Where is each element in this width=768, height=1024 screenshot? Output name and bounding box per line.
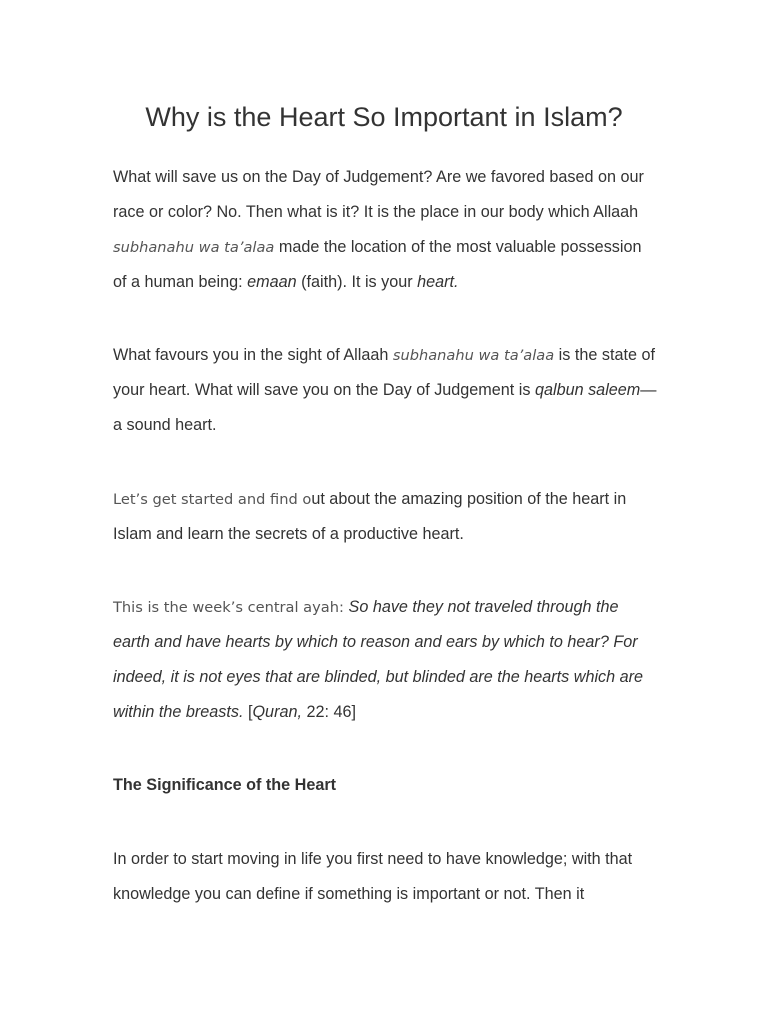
favours-text-1: What favours you in the sight of Allaah bbox=[113, 346, 393, 364]
paragraph-ayah bbox=[113, 590, 658, 730]
intro-text-2: made the location of the most valuable possession of a human being: bbox=[113, 238, 642, 291]
favours-text-2: is the state of your heart. What will save you on the Day of Judgement is bbox=[113, 346, 655, 399]
ayah-source: Quran, bbox=[252, 703, 302, 721]
paragraph-get-started bbox=[113, 482, 658, 552]
ayah-bracket: [ bbox=[243, 703, 253, 721]
page-title: Why is the Heart So Important in Islam? bbox=[145, 102, 623, 132]
intro-honorific: subhanahu wa ta’alaa bbox=[113, 239, 275, 256]
favours-text-3: — a sound heart. bbox=[113, 381, 657, 434]
ayah-reference: 22: 46] bbox=[301, 703, 356, 721]
intro-text-1: What will save us on the Day of Judgement? Are we favored based on our race or color? No. Then what is it? It is the place in our body which Allaah bbox=[113, 168, 644, 221]
section-heading bbox=[113, 768, 658, 803]
intro-term-emaan: emaan bbox=[247, 273, 297, 291]
section-heading-text: The Significance of the Heart bbox=[113, 776, 337, 794]
favours-honorific: subhanahu wa ta’alaa bbox=[392, 347, 555, 364]
ayah-intro: This is the week’s central ayah: bbox=[113, 599, 349, 616]
favours-term-qalbun: qalbun saleem bbox=[534, 381, 641, 399]
knowledge-text: In order to start moving in life you first need to have knowledge; with that knowledge you can define if something is important or not. Then it bbox=[113, 850, 633, 903]
paragraph-favours bbox=[113, 338, 658, 443]
ayah-quote: So have they not traveled through the earth and have hearts by which to reason and ears by which to hear? For indeed, it is not eyes that are blinded, but blinded are the hearts which are within the breasts. bbox=[113, 598, 644, 721]
intro-text-3: (faith). It is your bbox=[296, 273, 418, 291]
get-started-text-2: ut about the amazing position of the heart in Islam and learn the secrets of a productive heart. bbox=[113, 490, 627, 543]
get-started-text-1: Let’s get started and find o bbox=[113, 491, 312, 508]
paragraph-intro bbox=[113, 160, 658, 300]
paragraph-knowledge bbox=[113, 842, 658, 912]
intro-term-heart: heart. bbox=[417, 273, 459, 291]
